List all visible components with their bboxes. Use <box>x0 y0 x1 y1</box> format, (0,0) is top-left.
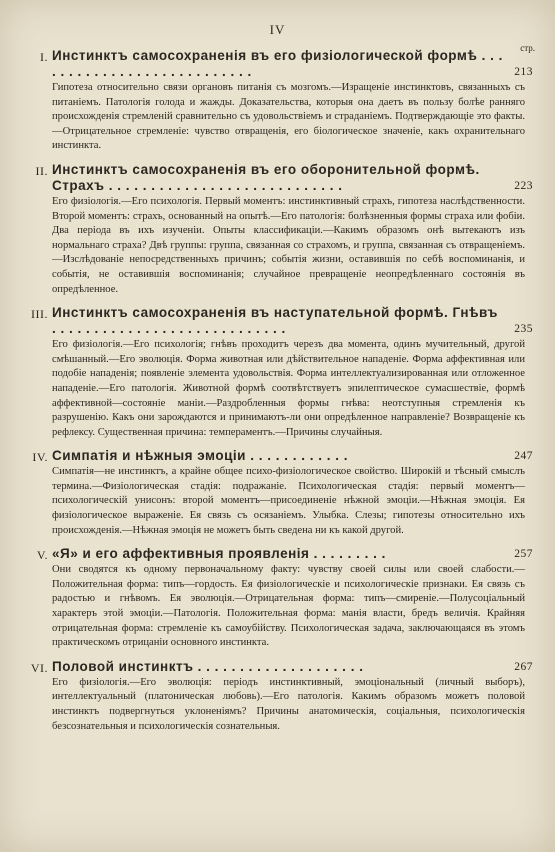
section-title: «Я» и его аффективныя проявленія . . . . . . . . . <box>52 546 386 562</box>
section-summary: Его физіологія.—Его психологія. Первый моментъ: инстинктивный страхъ, гипотеза наслѣдственности. Второй моментъ: страхъ, основанный на опытѣ.—Его патологія: болѣзненныя формы страха или фобіи. Два періода въ ихъ изученіи. Опыты классификаціи.—Какимъ образомъ онѣ вытекаютъ изъ нормальнаго страха? Двѣ группы: группа, связанная со страхомъ, и группа, связанная съ отвращеніемъ.—Изслѣдованіе непосредственныхъ причинъ; событія жизни, оставившія по себѣ воспоминанія, и событія, не оставившія воспоминанія; случайное превращеніе неопредѣленнаго состоянія въ опредѣленное. <box>52 195 525 295</box>
section-page-number: 247 <box>514 450 533 463</box>
toc-section <box>31 305 533 440</box>
section-numeral: I. <box>40 50 48 64</box>
section-title: Симпатія и нѣжныя эмоціи . . . . . . . . . . . . <box>52 448 348 464</box>
toc-section <box>32 448 533 538</box>
toc-section <box>30 658 533 734</box>
section-page-number: 223 <box>514 179 533 192</box>
section-summary: Его физіологія.—Его психологія; гнѣвъ проходитъ черезъ два момента, одинъ мучительный, другой смѣшанный.—Его эволюція. Форма животная или дѣйствительное нападеніе. Форма аффективная или подобіе нападенія; появленіе элемента удовольствія. Форма интеллектуализированная или отложенное нападеніе.—Его патологія. Животной формѣ соотвѣтствуетъ эпилептическое сумасшествіе, формѣ аффективной—состояніе маніи.—Раздробленныя формы гнѣва: неотступныя стремленія къ разрушенію. Какъ они зарождаются и принимаютъ-ли они опредѣленное направленіе? Возвращеніе къ рефлексу. Существенная причина: темпераментъ.—Причины случайныя. <box>52 339 525 438</box>
section-heading <box>31 305 533 337</box>
section-summary: Они сводятся къ одному первоначальному факту: чувству своей силы или своей слабости.—Положительная форма: типъ—гордость. Ея физіологическіе и психологическіе признаки. Ея связь съ радостью и гнѣвомъ. Ея эволюція.—Отрицательная форма: типъ—смиреніе.—Полусоціальный характеръ этой эмоціи.—Патологія. Положительная форма: манія власти, бредъ величія. Крайняя отрицательная форма: стремленіе къ самоубійству. Психологическая задача, заключающаяся въ этомъ практическомъ отрицаніи основного инстинкта. <box>52 564 525 649</box>
section-summary: Его физіологія.—Его эволюція: періодъ инстинктивный, эмоціональный (личный выборъ), интеллектуальный (платоническая любовь).—Его патологія. Какимъ образомъ можетъ половой инстинктъ подвергнуться уклоненіямъ? Причины анатомическія, соціальныя, психологическія безсознательныя и психологическія сознательныя. <box>52 676 525 732</box>
section-numeral: II. <box>35 163 48 178</box>
section-summary: Симпатія—не инстинктъ, а крайне общее психо-физіологическое свойство. Широкій и тѣсный смыслъ термина.—Физіологическая стадія: подражаніе. Психологическая стадія: первый моментъ—психологическій унисонъ: второй моментъ—присоединеніе нѣжной эмоціи.—Нѣжная эмоція. Ея физіологическое выраженіе. Ея связь съ осязаніемъ. Улыбка. Слезы; гипотезы относительно ихъ происхожденія.—Нѣжная эмоція не можетъ быть сведена ни къ какой другой. <box>52 466 525 536</box>
section-title: Инстинктъ самосохраненія въ его физіологической формѣ . . . . . . . . . . . . . . . . . . . . . . . . . . . <box>52 48 503 79</box>
section-title: Инстинктъ самосохраненія въ его оборонительной формѣ. Страхъ . . . . . . . . . . . . . . . . . . . . . . . . . . . . <box>52 161 480 193</box>
section-title: Половой инстинктъ . . . . . . . . . . . . . . . . . . . . <box>52 658 364 674</box>
section-numeral: VI. <box>30 660 48 675</box>
section-heading <box>35 161 533 194</box>
section-heading <box>30 658 533 675</box>
table-of-contents <box>30 40 533 742</box>
toc-section <box>40 48 533 154</box>
section-title: Инстинктъ самосохраненія въ наступательной формѣ. Гнѣвъ . . . . . . . . . . . . . . . . . . . . . . . . . . . . <box>52 305 498 337</box>
section-page-number: 257 <box>514 548 533 561</box>
section-numeral: III. <box>31 307 48 322</box>
section-page-number: 235 <box>514 323 533 336</box>
section-page-number: 213 <box>514 66 533 78</box>
section-heading <box>40 48 533 80</box>
page-column-label: стр. <box>520 43 535 53</box>
toc-section <box>36 546 533 651</box>
section-heading <box>32 448 533 465</box>
section-summary: Гипотеза относительно связи органовъ питанія съ мозгомъ.—Изращеніе инстинктовъ, связанныхъ съ питаніемъ. Патологія голода и жажды. Доказательства, которыя она даетъ въ пользу болѣе ранняго происхожденія стремленій сравнительно съ удовольствіемъ и страданіемъ. Подтверждающіе это факты.—Отрицательное стремленіе: чувство отвращенія, его біологическое значеніе, какъ охранительнаго инстинкта. <box>52 82 525 152</box>
toc-section <box>35 161 533 297</box>
section-page-number: 267 <box>514 660 533 673</box>
section-numeral: IV. <box>32 450 48 465</box>
page-number: IV <box>269 22 286 37</box>
section-heading <box>36 546 533 563</box>
section-numeral: V. <box>36 548 48 563</box>
